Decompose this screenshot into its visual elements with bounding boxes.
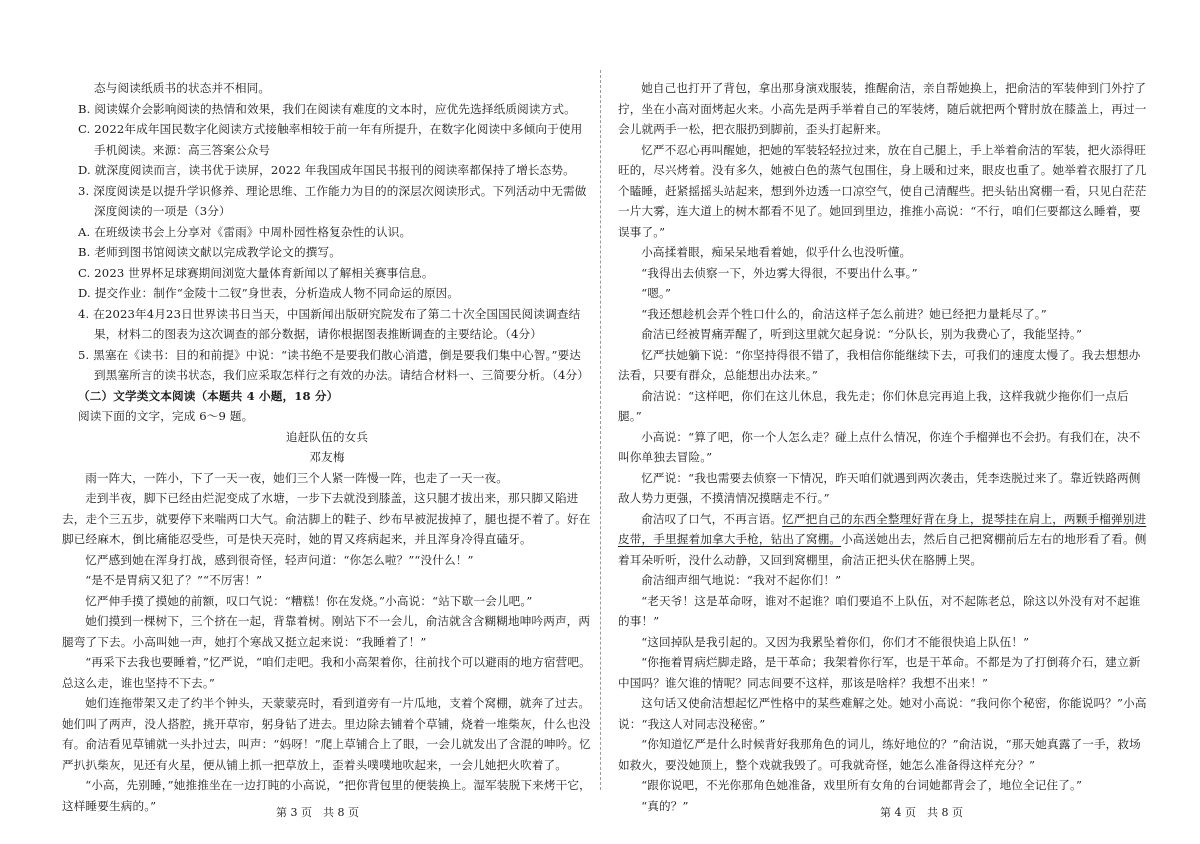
left-text-line: 邓友梅 bbox=[309, 450, 345, 464]
paragraph-tail: ，然后自己把窝棚前后左右的地形看了看。侧着耳朵听听，没什么动静，又回到窝棚里，俞洁正把头伏在胳膊上哭。 bbox=[618, 532, 1147, 567]
right-text-line: 小高说：“算了吧，你一个人怎么走？碰上点什么情况，你连个手榴弹也不会扔。有我们在，决不叫你单独去冒险。” bbox=[618, 429, 1141, 464]
right-text-line: “我得出去侦察一下，外边雾大得很，不要出什么事。” bbox=[641, 265, 918, 280]
right-text-line: 小高揉着眼，痴呆呆地看着她，似乎什么也没听懂。 bbox=[641, 245, 912, 259]
left-text-line: D. 就深度阅读而言，读书优于读屏，2022 年我国成年国民书报刊的阅读率都保持了增长态势。 bbox=[78, 163, 575, 177]
right-text-line: 忆严不忍心再叫醒她，把她的军装轻轻拉过来，放在自己腿上，手上举着俞洁的军装，把火添得旺旺的，尽兴烤着。没有多久，她被白色的蒸气包围住，身上暖和过来，眼皮也重了。她举着衣服打了几个瞌睡，赶紧摇摇头站起来，想到外边透一口凉空气，使自己清醒些。把头钻出窝棚一看，只见白茫茫一片大雾，连大道上的树木都看不见了。她回到里边，推推小高说：“不行，咱们仨要都这么睡着，要误事了。” bbox=[618, 142, 1147, 239]
right-text-line: “这回掉队是我引起的。又因为我累坠着你们，你们才不能很快追上队伍！” bbox=[641, 634, 1030, 649]
right-text-line: 忆严说：“我也需要去侦察一下情况，昨天咱们就遇到两次袭击，凭李迭脱过来了。靠近铁路两侧敌人势力更强，不摸清情况摸瞎走不行。” bbox=[618, 470, 1141, 505]
left-text-line: D. 提交作业：制作“金陵十二钗”身世表，分析造成人物不同命运的原因。 bbox=[78, 286, 460, 300]
left-text-line: 追赶队伍的女兵 bbox=[285, 429, 369, 444]
page-footer-left: 第 3 页 共 8 页 bbox=[276, 806, 359, 819]
right-text-line: “嗯。” bbox=[641, 286, 672, 300]
right-text-line: 忆严扶她躺下说：“你坚持得很不错了，我相信你能继续下去，可我们的速度太慢了。我去想想办法看，只要有群众，总能想出办法来。” bbox=[618, 347, 1141, 382]
left-page-column bbox=[62, 78, 592, 816]
left-text-line: 4. 在2023年4月23日世界读书日当天，中国新闻出版研究院发布了第二十次全国国民阅读调查结果，材料二的图表为这次调查的部分数据，请你根据图表推断调查的主要结论。（4分） bbox=[78, 306, 581, 341]
left-text-line: 她们连拖带架又走了约半个钟头，天蒙蒙亮时，看到道旁有一片瓜地，支着个窝棚，就奔了过去。她们叫了两声，没人搭腔，挑开草帘，躬身钻了进去。里边除去铺着个草铺，烧着一堆柴灰，什么也没有。俞洁看见草铺就一头扑过去，叫声：“妈呀！”爬上草铺合上了眼，一会儿就发出了含混的呻吟。忆严扒扒柴灰，见还有火星，便从铺上抓一把草放上，歪着头噗噗地吹起来，一会儿她把火吹着了。 bbox=[62, 696, 591, 772]
right-text-line: “真的？” bbox=[641, 798, 689, 813]
page-footer-right: 第 4 页 共 8 页 bbox=[880, 806, 963, 819]
left-text-line: 5. 黑塞在《读书：目的和前提》中说：“读书绝不是要我们散心消遣，倒是要我们集中心智。”要达到黑塞所言的读书状态，我们应采取怎样行之有效的办法。请结合材料一、三简要分析。（4分） bbox=[78, 347, 589, 382]
underlined-passage: 忆严把自己的东西全整理好背在身上，提琴挂在肩上，两颗手榴弹别进皮带，手里握着加拿大手枪，钻出了窝棚。 bbox=[618, 511, 1147, 546]
left-text-line: 忆严伸手摸了摸她的前额，叹口气说：“糟糕！你在发烧。”小高说：“站下歇一会儿吧。” bbox=[85, 593, 533, 608]
right-text-line: 她自己也打开了背包，拿出那身演戏服装，推醒俞洁，亲自帮她换上，把俞洁的军装伸到门外拧了拧，坐在小高对面烤起火来。小高先是两手举着自己的军装烤，随后就把两个臂肘放在膝盖上，再过一会儿就两手一松，把衣服扔到脚前，歪头打起鼾来。 bbox=[618, 81, 1147, 136]
left-text-line: 阅读下面的文字，完成 6～9 题。 bbox=[78, 409, 254, 423]
right-text-line: “你拖着胃病烂脚走路，是干革命；我架着你行军，也是干革命。不都是为了打倒蒋介石，建立新中国吗？谁欠谁的情呢？同志间要不这样，那该是啥样？我想不出来！” bbox=[618, 655, 1141, 690]
page-divider bbox=[600, 70, 601, 790]
right-text-line: “老天爷！这是革命呀，谁对不起谁？咱们要追不上队伍，对不起陈老总，除这以外没有对不起谁的事！” bbox=[618, 593, 1141, 628]
right-text-line bbox=[618, 509, 1150, 571]
right-text-line: 俞洁细声细气地说：“我对不起你们！” bbox=[641, 573, 842, 587]
left-text-line: A. 在班级读书会上分享对《雷雨》中周朴园性格复杂性的认识。 bbox=[78, 224, 412, 239]
left-text-line: 态与阅读纸质书的状态并不相同。 bbox=[94, 81, 271, 95]
left-text-line: C. 2023 世界杯足球赛期间浏览大量体育新闻以了解相关赛事信息。 bbox=[78, 265, 434, 280]
left-text-line: 忆严感到她在浑身打战，感到很奇怪，轻声问道：“你怎么啦？”“没什么！” bbox=[85, 552, 474, 567]
left-text-line: 雨一阵大，一阵小，下了一天一夜，她们三个人紧一阵慢一阵，也走了一天一夜。 bbox=[85, 470, 508, 485]
left-text-line: C. 2022年成年国民数字化阅读方式接触率相较于前一年有所提升，在数字化阅读中多倾向于使用手机阅读。来源：高三答案公众号 bbox=[78, 122, 583, 157]
left-text-line: 走到半夜，脚下已经由烂泥变成了水塘，一步下去就没到膝盖，这只腿才拔出来，那只脚又陷进去，走个三五步，就要停下来喘两口大气。俞洁脚上的鞋子、纱布早被泥拔掉了，腿也提不着了。好在脚已经麻木，倒比痛能忍受些，可是快天亮时，她的胃又疼病起来，并且浑身冷得直磕牙。 bbox=[62, 491, 591, 546]
left-text-line: B. 阅读媒介会影响阅读的热情和效果，我们在阅读有难度的文本时，应优先选择纸质阅读方式。 bbox=[78, 101, 576, 116]
right-text-line: “你知道忆严是什么时候背好我那角色的词儿，练好地位的？”俞洁说，“那天她真露了一手，救场如救火，要没她顶上，整个戏就我毁了。可我就奇怪，她怎么准备得这样充分？” bbox=[618, 737, 1141, 772]
left-text-line: 3. 深度阅读是以提升学识修养、理论思维、工作能力为目的的深层次阅读形式。下列活动中无需做深度阅读的一项是（3分） bbox=[78, 183, 587, 218]
right-text-line: “我还想趁机会弄个牲口什么的，俞洁这样子怎么前进？她已经把力量耗尽了。” bbox=[641, 306, 1047, 321]
right-page-column bbox=[618, 78, 1150, 816]
left-text-line: 她们摸到一棵树下，三个挤在一起，背靠着树。刚站下不一会儿，俞洁就含含糊糊地呻吟两声，两腿弯了下去。小高叫她一声，她打个寒战又挺立起来说：“我睡着了！” bbox=[62, 614, 591, 649]
right-text-line: 俞洁说：“这样吧，你们在这儿休息，我先走；你们休息完再追上我，这样我就少拖你们一点后腿。” bbox=[618, 388, 1129, 423]
right-text-line: 俞洁已经被胃痛弄醒了，听到这里就欠起身说：“分队长，别为我费心了，我能坚持。” bbox=[641, 327, 1083, 341]
paragraph-tail-lead: 小高送她出去 bbox=[841, 532, 912, 546]
right-text-line: 这句话又使俞洁想起忆严性格中的某些难解之处。她对小高说：“我问你个秘密，你能说吗？”小高说：“我这人对同志没秘密。” bbox=[618, 696, 1147, 731]
right-text-line: “跟你说吧，不光你那角色她准备，戏里所有女角的台词她都背会了，地位全记住了。” bbox=[641, 778, 1083, 792]
left-text-line: （二）文学类文本阅读（本题共 4 小题，18 分） bbox=[78, 388, 339, 403]
left-text-line: B. 老师到图书馆阅读文献以完成教学论文的撰写。 bbox=[78, 245, 341, 259]
paragraph-lead: 俞洁叹了口气，不再言语。 bbox=[641, 511, 783, 526]
left-text-line: “是不是胃病又犯了？”“不厉害！” bbox=[85, 573, 263, 587]
left-text-line: “小高，先别睡，”她推推坐在一边打盹的小高说，“把你背包里的便装换上。湿军装脱下来烤干它，这样睡要生病的。” bbox=[62, 778, 591, 813]
left-text-line: “再采下去我也要睡着，”忆严说，“咱们走吧。我和小高架着你，往前找个可以避雨的地方宿营吧。总这么走，谁也坚持不下去。” bbox=[62, 655, 591, 690]
